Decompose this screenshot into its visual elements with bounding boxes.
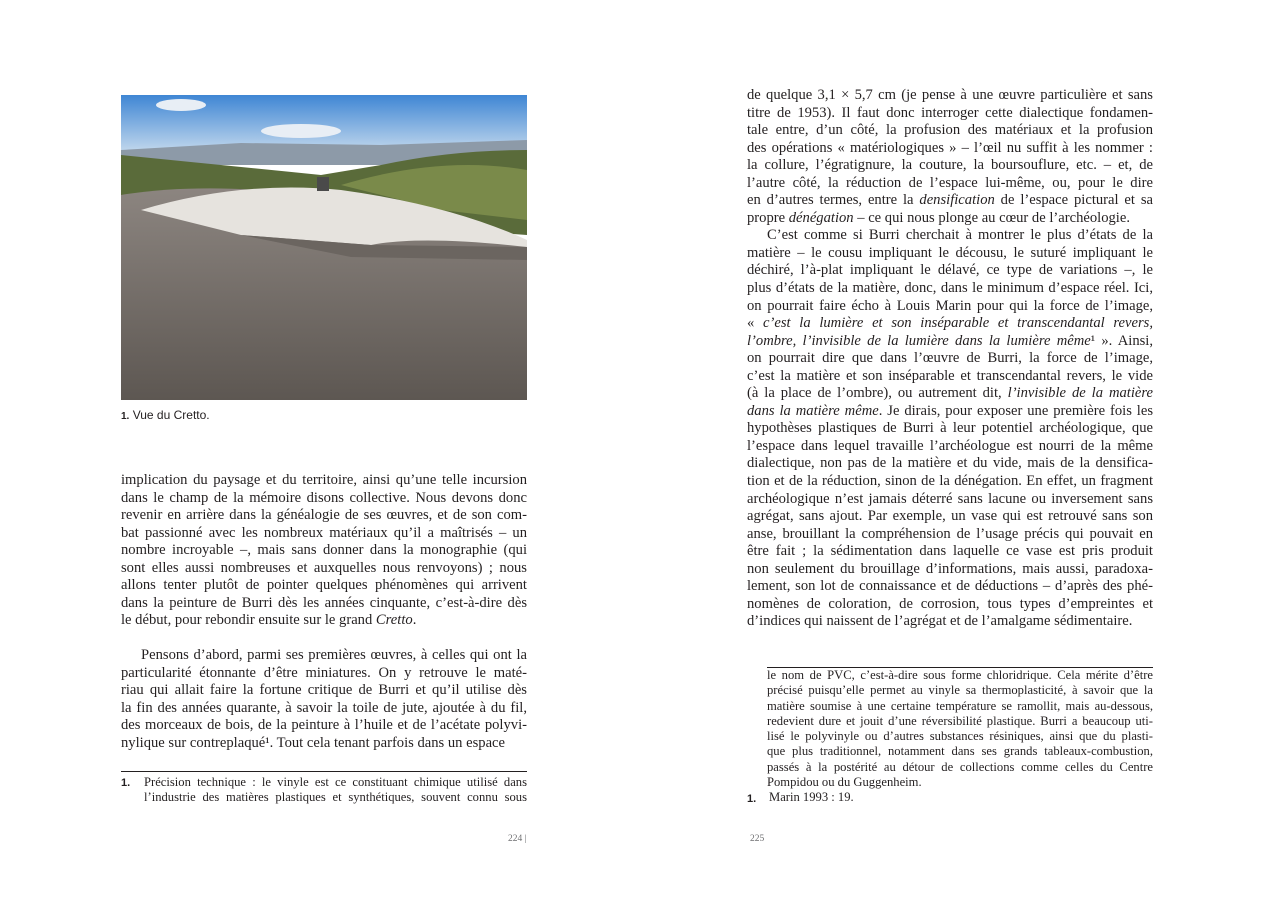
text-line — [747, 385, 1153, 403]
figure-number: 1. — [121, 411, 130, 422]
text-line — [767, 714, 1153, 729]
text-segment: l’industrie des matières plastiques et synthétiques, souvent connu sous — [144, 790, 527, 805]
text-line — [767, 775, 1153, 790]
text-segment: le début, pour rebondir ensuite sur le grand — [121, 612, 376, 629]
text-line — [747, 491, 1153, 509]
page-number-left: 224 | — [508, 834, 527, 844]
text-segment: anse, brouillant la compréhension de l’usage précis qui pouvait en — [747, 525, 1153, 542]
text-segment: en d’autres termes, entre la — [747, 192, 920, 209]
text-line — [747, 210, 1153, 228]
text-segment: la collure, l’égratignure, la couture, la boursouflure, etc. – et, de — [747, 157, 1153, 174]
right-body-text — [747, 87, 1153, 631]
text-segment: dans le champ de la mémoire disons collective. Nous devons donc — [121, 489, 527, 506]
text-line — [121, 507, 527, 525]
text-segment: tale entre, d’un côté, la profusion des matériaux et la profusion — [747, 122, 1153, 139]
text-segment: archéologique n’est jamais déterré sans lacune ou inversement sans — [747, 490, 1153, 507]
text-segment: des opérations « matériologiques » – l’œil nu suffit à les nommer : — [747, 139, 1153, 156]
text-segment: ¹ ». Ainsi, — [1090, 332, 1153, 349]
text-line — [747, 227, 1153, 245]
italic-text: l’invisible de la matière — [1007, 385, 1153, 402]
italic-text: dans la matière même — [747, 402, 879, 419]
text-segment: titre de 1953). Il faut donc interroger cette dialectique fondamen- — [747, 104, 1153, 121]
text-line — [121, 472, 527, 490]
left-footnote — [144, 775, 527, 806]
cretto-photo — [121, 95, 527, 400]
text-line — [121, 700, 527, 718]
text-segment: lement, son lot de connaissance et de déductions – d’après des phé- — [747, 578, 1153, 595]
text-line — [121, 525, 527, 543]
text-line — [747, 368, 1153, 386]
right-footnote-continued — [767, 668, 1153, 790]
left-paragraph-1 — [121, 472, 527, 630]
text-segment: dialectique, non pas de la matière et du vide, mais de la densifica- — [747, 455, 1153, 472]
footnote-number: 1. — [747, 793, 757, 805]
text-line — [747, 403, 1153, 421]
text-segment: non seulement du brouillage d’informations, mais aussi, paradoxa- — [747, 560, 1153, 577]
text-segment: l’espace dans lequel travaille l’archéologue est nourri de la même — [747, 437, 1153, 454]
text-segment: de quelque 3,1 × 5,7 cm (je pense à une œuvre particulière et sans — [747, 87, 1153, 103]
text-segment: nombre incroyable –, mais sans donner dans la monographie (qui — [121, 542, 527, 559]
text-segment: que plus traditionnel, notamment dans ses grands tableaux-combustion, — [767, 744, 1153, 759]
text-segment: dans la peinture de Burri dès les années cinquante, c’est-à-dire dès — [121, 594, 527, 611]
text-line — [747, 262, 1153, 280]
text-line — [747, 280, 1153, 298]
text-segment: tion et de la réduction, sinon de la dénégation. En effet, un fragment — [747, 473, 1153, 490]
text-line — [121, 735, 527, 753]
text-segment: on pourrait faire écho à Louis Marin pour qui la force de l’image, — [747, 297, 1153, 314]
text-segment: d’indices qui naissent de l’agrégat et de l’amalgame sédimentaire. — [747, 613, 1133, 630]
italic-text: dénégation — [788, 209, 854, 226]
text-line — [121, 542, 527, 560]
text-segment: de l’espace pictural et sa — [994, 192, 1153, 209]
text-line — [747, 157, 1153, 175]
text-line — [747, 140, 1153, 158]
text-line — [747, 455, 1153, 473]
text-line — [121, 577, 527, 595]
text-line — [747, 298, 1153, 316]
text-line — [121, 665, 527, 683]
text-segment: revenir en arrière dans la généalogie de ses œuvres, et de son com- — [121, 507, 527, 524]
text-line — [747, 613, 1153, 631]
text-segment: déchiré, l’à-plat impliquant le délavé, ce type de variations –, le — [747, 262, 1153, 279]
text-segment: redevient dure et jouit d’une réversibilité plastique. Burri a beaucoup uti- — [767, 713, 1153, 728]
text-line — [121, 490, 527, 508]
left-paragraph-2 — [121, 647, 527, 752]
text-line — [747, 315, 1153, 333]
text-line — [767, 744, 1153, 759]
text-segment: l’autre côté, la réduction de l’espace lui-même, ou, pour le dire — [747, 174, 1153, 191]
text-segment: on pourrait dire que dans l’œuvre de Burri, la force de l’image, — [747, 350, 1153, 367]
italic-text: densification — [919, 192, 995, 209]
text-line — [747, 596, 1153, 614]
text-segment: le nom de PVC, c’est-à-dire sous forme chloridrique. Cela mérite d’être — [767, 668, 1153, 682]
text-line — [747, 508, 1153, 526]
footnote-rule — [121, 771, 527, 772]
text-segment: des morceaux de bois, de la peinture à l’huile et de l’acétate polyvi- — [121, 717, 527, 734]
text-line — [767, 668, 1153, 683]
text-segment: c’est la matière et son inséparable et transcendantal revers, le vide — [747, 367, 1153, 384]
footnote-marin: Marin 1993 : 19. — [769, 790, 854, 804]
text-line — [747, 473, 1153, 491]
text-segment: matière – le cousu impliquant le décousu, le suturé impliquant le — [747, 244, 1153, 261]
text-line — [747, 561, 1153, 579]
text-segment: nylique sur contreplaqué¹. Tout cela tenant parfois dans un espace — [121, 734, 506, 751]
text-line — [121, 682, 527, 700]
text-segment: agrégat, sans ajout. Par exemple, un vase qui est retrouvé sans son — [747, 508, 1153, 525]
text-line — [767, 729, 1153, 744]
text-segment: Pensons d’abord, parmi ses premières œuvres, à celles qui ont la — [141, 647, 527, 663]
text-line — [747, 192, 1153, 210]
text-segment: la fin des années quarante, à savoir la toile de jute, ajoutée à du fil, — [121, 699, 527, 716]
text-segment: nomènes de coloration, de corrosion, tous types d’empreintes et — [747, 595, 1153, 612]
text-line — [767, 760, 1153, 775]
text-segment: sont elles aussi nombreuses et auxquelles nous renvoyons) ; nous — [121, 559, 527, 576]
italic-text: c’est la lumière et son inséparable et transcendantal revers, — [763, 315, 1153, 332]
text-line — [747, 350, 1153, 368]
text-line — [144, 775, 527, 790]
text-segment: bat passionné avec les nombreux matériaux qu’il a maîtrisés – un — [121, 524, 527, 541]
text-segment: (à la place de l’ombre), ou autrement dit, — [747, 385, 1008, 402]
text-line — [747, 175, 1153, 193]
text-segment: « — [747, 315, 764, 332]
text-segment: Pompidou ou du Guggenheim. — [767, 775, 922, 790]
text-segment: implication du paysage et du territoire, ainsi qu’une telle incursion — [121, 472, 527, 488]
text-segment: plus d’états de la matière, donc, dans le minimum d’espace réel. Ici, — [747, 280, 1153, 297]
text-line — [747, 122, 1153, 140]
text-line — [767, 699, 1153, 714]
text-line — [747, 87, 1153, 105]
text-segment: – ce qui nous plonge au cœur de l’archéologie. — [853, 209, 1130, 226]
text-segment: C’est comme si Burri cherchait à montrer le plus d’états de la — [767, 227, 1153, 244]
text-line — [747, 105, 1153, 123]
text-line — [747, 333, 1153, 351]
text-line — [144, 790, 527, 805]
text-segment: hypothèses plastiques de Burri à leur potentiel archéologique, que — [747, 420, 1153, 437]
text-segment: être fait ; la sédimentation dans laquelle ce vase est pris produit — [747, 543, 1153, 560]
text-segment: particularité étonnante d’être miniatures. On y retrouve le maté- — [121, 664, 527, 681]
text-line — [747, 245, 1153, 263]
text-line — [121, 595, 527, 613]
text-segment: propre — [747, 209, 789, 226]
page-number-right: 225 — [750, 834, 765, 844]
text-line — [747, 438, 1153, 456]
text-segment: lisé le polyvinyle ou d’autres substances résiniques, ainsi que du plasti- — [767, 729, 1153, 744]
text-line — [121, 612, 527, 630]
italic-text: Cretto — [375, 612, 413, 629]
text-line — [747, 526, 1153, 544]
text-segment: précisé puisqu’elle permet au vinyle sa thermoplasticité, à savoir que la — [767, 683, 1153, 698]
text-line — [747, 578, 1153, 596]
text-segment: . — [412, 612, 417, 629]
text-line — [747, 543, 1153, 561]
figure-caption-text: Vue du Cretto. — [132, 408, 210, 422]
text-line — [747, 420, 1153, 438]
text-segment: Précision technique : le vinyle est ce constituant chimique utilisé dans — [144, 775, 527, 789]
text-segment: passés à la postérité au détour de collections comme celles du Centre — [767, 759, 1153, 774]
text-line — [121, 560, 527, 578]
text-segment: allons tenter plutôt de pointer quelques phénomènes qui arrivent — [121, 577, 527, 594]
text-line — [121, 717, 527, 735]
figure-caption — [121, 408, 210, 422]
text-segment: matière soumise à une certaine température se ramollit, mais au-dessous, — [767, 698, 1153, 713]
text-segment: . Je dirais, pour exposer une première fois les — [878, 402, 1154, 419]
italic-text: l’ombre, l’invisible de la lumière dans la lumière même — [747, 332, 1091, 349]
text-line — [767, 683, 1153, 698]
text-line — [121, 647, 527, 665]
text-segment: riau qui allait faire la fortune critique de Burri et qu’il utilise dès — [121, 682, 527, 699]
footnote-number: 1. — [121, 777, 131, 789]
